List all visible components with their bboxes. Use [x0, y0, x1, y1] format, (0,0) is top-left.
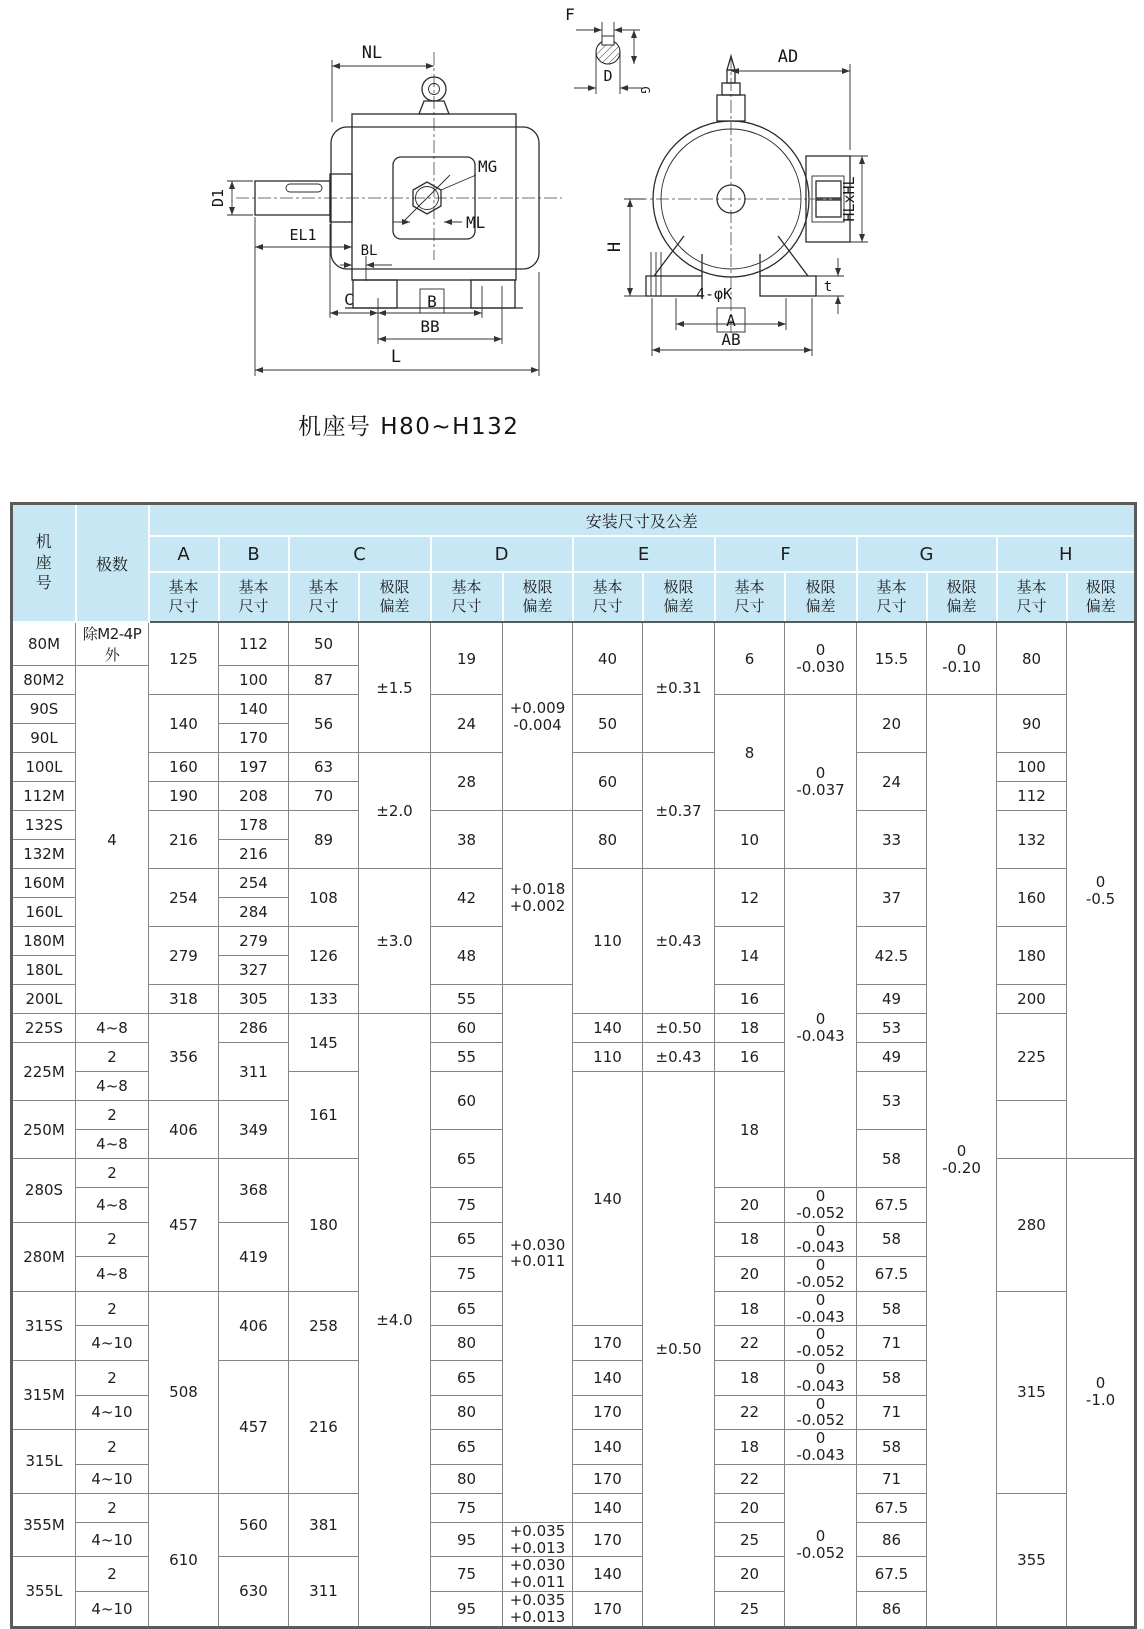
motor-side-view — [209, 43, 562, 376]
frame-cell: 355L — [12, 1557, 76, 1627]
frame-cell: 315M — [12, 1360, 76, 1429]
dim-value-cell: 0 -0.043 — [785, 1291, 857, 1326]
dim-value-cell: 311 — [289, 1557, 359, 1627]
dim-value-cell: 170 — [219, 724, 289, 753]
dim-value-cell: 90 — [997, 695, 1067, 753]
dim-label-a: A — [726, 311, 736, 330]
figure-caption: 机座号 H80~H132 — [298, 414, 520, 440]
dimension-table — [10, 502, 1137, 1629]
dim-label-d: D — [603, 67, 613, 85]
dim-value-cell: +0.035 +0.013 — [503, 1522, 573, 1557]
dim-value-cell: 95 — [431, 1591, 503, 1627]
dim-value-cell: 42 — [431, 869, 503, 927]
dim-value-cell: 225 — [997, 1014, 1067, 1101]
poles-cell: 4~8 — [76, 1130, 149, 1159]
dim-value-cell: 16 — [715, 1043, 785, 1072]
poles-cell: 2 — [76, 1430, 149, 1465]
dim-value-cell: 0 -0.5 — [1067, 622, 1136, 1159]
poles-cell: 2 — [76, 1159, 149, 1188]
dim-value-cell: 180 — [289, 1159, 359, 1292]
dim-value-cell: 140 — [573, 1072, 643, 1326]
dim-value-cell: 19 — [431, 622, 503, 695]
dim-value-cell: 457 — [219, 1360, 289, 1493]
dim-value-cell: 18 — [715, 1014, 785, 1043]
dim-value-cell: 89 — [289, 811, 359, 869]
frame-cell: 160M — [12, 869, 76, 898]
dim-value-cell: 368 — [219, 1159, 289, 1223]
frame-cell: 90S — [12, 695, 76, 724]
dim-value-cell: 140 — [573, 1493, 643, 1522]
frame-cell: 225S — [12, 1014, 76, 1043]
dim-value-cell: 349 — [219, 1101, 289, 1159]
header-poles: 极数 — [76, 504, 149, 623]
dim-value-cell: 70 — [289, 782, 359, 811]
dim-value-cell: 0 -0.052 — [785, 1464, 857, 1627]
header-group-c: C — [289, 536, 431, 572]
dim-value-cell: 140 — [573, 1014, 643, 1043]
dim-value-cell: 280 — [997, 1159, 1067, 1292]
dim-value-cell: 48 — [431, 927, 503, 985]
header-frame: 机座号 — [12, 504, 76, 623]
header-tol: 极限偏差 — [785, 572, 857, 622]
dim-label-l: L — [390, 347, 402, 367]
dim-value-cell: 22 — [715, 1464, 785, 1493]
dim-value-cell: 56 — [289, 695, 359, 753]
dim-value-cell: ±0.37 — [643, 753, 715, 869]
table-row — [12, 622, 1136, 666]
dim-value-cell: 200 — [997, 985, 1067, 1014]
dim-value-cell: 254 — [149, 869, 219, 927]
dim-value-cell: 22 — [715, 1395, 785, 1430]
dim-value-cell: 12 — [715, 869, 785, 927]
dim-value-cell: 75 — [431, 1557, 503, 1592]
dim-value-cell: 75 — [431, 1257, 503, 1292]
frame-cell: 180L — [12, 956, 76, 985]
dim-value-cell: 108 — [289, 869, 359, 927]
dim-value-cell: 65 — [431, 1222, 503, 1257]
dim-value-cell: 58 — [857, 1222, 927, 1257]
dim-value-cell: 20 — [715, 1257, 785, 1292]
dim-value-cell: ±0.50 — [643, 1072, 715, 1628]
dim-value-cell: 20 — [715, 1493, 785, 1522]
poles-cell: 2 — [76, 1222, 149, 1257]
dim-value-cell: 75 — [431, 1188, 503, 1223]
dim-value-cell: 406 — [219, 1291, 289, 1360]
dim-value-cell: 80 — [573, 811, 643, 869]
dim-value-cell: 60 — [431, 1072, 503, 1130]
header-basic: 基本尺寸 — [289, 572, 359, 622]
dim-label-ab: AB — [721, 330, 741, 349]
header-tol: 极限偏差 — [927, 572, 997, 622]
dim-value-cell: 53 — [857, 1072, 927, 1130]
dim-value-cell: ±0.43 — [643, 1043, 715, 1072]
dim-value-cell: 86 — [857, 1522, 927, 1557]
dim-value-cell: 65 — [431, 1360, 503, 1395]
dim-value-cell: 170 — [573, 1591, 643, 1627]
poles-cell: 4 — [76, 666, 149, 1014]
poles-cell: 4~10 — [76, 1326, 149, 1361]
dim-value-cell: 58 — [857, 1130, 927, 1188]
header-banner: 安装尺寸及公差 — [149, 504, 1136, 537]
dim-value-cell: 0 -0.052 — [785, 1326, 857, 1361]
dim-value-cell: 0 -0.043 — [785, 1222, 857, 1257]
dim-value-cell: ±4.0 — [359, 1014, 431, 1628]
dim-value-cell: 15.5 — [857, 622, 927, 695]
dim-value-cell: 110 — [573, 1043, 643, 1072]
poles-cell: 4~8 — [76, 1014, 149, 1043]
dim-value-cell: 110 — [573, 869, 643, 1014]
frame-cell: 250M — [12, 1101, 76, 1159]
dim-value-cell: 50 — [289, 622, 359, 666]
dim-value-cell: +0.030 +0.011 — [503, 985, 573, 1523]
dim-value-cell: 284 — [219, 898, 289, 927]
dim-value-cell: 0 -1.0 — [1067, 1159, 1136, 1628]
poles-cell: 2 — [76, 1360, 149, 1395]
dim-value-cell: 50 — [573, 695, 643, 753]
header-basic: 基本尺寸 — [219, 572, 289, 622]
header-basic: 基本尺寸 — [431, 572, 503, 622]
frame-cell: 355M — [12, 1493, 76, 1557]
header-tol: 极限偏差 — [643, 572, 715, 622]
dim-value-cell: 65 — [431, 1430, 503, 1465]
frame-cell: 160L — [12, 898, 76, 927]
dim-value-cell: 132 — [997, 811, 1067, 869]
dim-value-cell: 33 — [857, 811, 927, 869]
header-basic: 基本尺寸 — [715, 572, 785, 622]
dim-value-cell: 67.5 — [857, 1188, 927, 1223]
frame-cell: 112M — [12, 782, 76, 811]
dim-value-cell: 560 — [219, 1493, 289, 1557]
dim-value-cell: 49 — [857, 1043, 927, 1072]
dim-value-cell: 18 — [715, 1222, 785, 1257]
poles-cell: 4~10 — [76, 1591, 149, 1627]
dim-value-cell: 58 — [857, 1430, 927, 1465]
dim-value-cell: 71 — [857, 1326, 927, 1361]
dim-value-cell: 80 — [431, 1395, 503, 1430]
dim-value-cell: 381 — [289, 1493, 359, 1557]
dim-value-cell: 208 — [219, 782, 289, 811]
dim-value-cell: 180 — [997, 927, 1067, 985]
frame-cell: 225M — [12, 1043, 76, 1101]
dim-value-cell: 28 — [431, 753, 503, 811]
dim-value-cell: 86 — [857, 1591, 927, 1627]
dim-value-cell: 24 — [431, 695, 503, 753]
dim-value-cell: 140 — [219, 695, 289, 724]
dim-value-cell: 170 — [573, 1395, 643, 1430]
dim-value-cell: 63 — [289, 753, 359, 782]
table-header — [12, 504, 1136, 623]
dim-label-g: G — [638, 86, 652, 94]
dim-value-cell: 170 — [573, 1326, 643, 1361]
dim-label-ad: AD — [777, 47, 799, 67]
dim-value-cell: 170 — [573, 1522, 643, 1557]
dim-value-cell: ±0.50 — [643, 1014, 715, 1043]
dim-label-f: F — [565, 5, 575, 24]
frame-cell: 200L — [12, 985, 76, 1014]
header-group-b: B — [219, 536, 289, 572]
poles-cell: 除M2-4P外 — [76, 622, 149, 666]
dim-label-ml: ML — [466, 213, 486, 232]
dim-value-cell: 125 — [149, 622, 219, 695]
dim-value-cell: 0 -0.052 — [785, 1257, 857, 1292]
dim-value-cell: 18 — [715, 1430, 785, 1465]
dim-value-cell: 65 — [431, 1291, 503, 1326]
dim-value-cell: ±2.0 — [359, 753, 431, 869]
table-body — [12, 622, 1136, 1627]
dim-value-cell: 16 — [715, 985, 785, 1014]
dim-value-cell: 305 — [219, 985, 289, 1014]
dim-value-cell: 18 — [715, 1360, 785, 1395]
dim-value-cell: 610 — [149, 1493, 219, 1627]
dim-value-cell: 65 — [431, 1130, 503, 1188]
dim-value-cell: +0.009 -0.004 — [503, 622, 573, 811]
dim-label-mg: MG — [478, 157, 498, 176]
poles-cell: 4~8 — [76, 1188, 149, 1223]
header-group-h: H — [997, 536, 1136, 572]
dim-value-cell: 20 — [715, 1557, 785, 1592]
poles-cell: 2 — [76, 1291, 149, 1326]
dim-value-cell: 318 — [149, 985, 219, 1014]
header-group-f: F — [715, 536, 857, 572]
dim-label-d1: D1 — [209, 188, 227, 208]
dim-value-cell: 55 — [431, 985, 503, 1014]
dim-label-hlxhl: HLxHL — [840, 176, 858, 222]
dim-value-cell: 457 — [149, 1159, 219, 1292]
frame-cell: 315S — [12, 1291, 76, 1360]
dim-value-cell: 67.5 — [857, 1257, 927, 1292]
dim-value-cell: 25 — [715, 1522, 785, 1557]
dim-label-4-phi-k: 4-φK — [695, 285, 733, 303]
dim-value-cell: 216 — [149, 811, 219, 869]
dim-label-bl: BL — [360, 243, 378, 259]
dim-value-cell: 0 -0.20 — [927, 695, 997, 1628]
poles-cell: 4~10 — [76, 1464, 149, 1493]
dim-value-cell: 170 — [573, 1464, 643, 1493]
dim-value-cell: 0 -0.043 — [785, 1360, 857, 1395]
dim-value-cell: 71 — [857, 1395, 927, 1430]
dim-value-cell: 0 -0.037 — [785, 695, 857, 869]
dim-value-cell: 14 — [715, 927, 785, 985]
dim-value-cell: 49 — [857, 985, 927, 1014]
header-group-a: A — [149, 536, 219, 572]
dim-value-cell: 0 -0.052 — [785, 1395, 857, 1430]
dim-value-cell: 95 — [431, 1522, 503, 1557]
dim-label-b: B — [427, 292, 437, 311]
dim-value-cell: 20 — [857, 695, 927, 753]
dim-value-cell: 40 — [573, 622, 643, 695]
dim-value-cell: 24 — [857, 753, 927, 811]
dim-value-cell: 190 — [149, 782, 219, 811]
dim-value-cell: 508 — [149, 1291, 219, 1493]
dim-value-cell: 0 -0.10 — [927, 622, 997, 695]
shaft-section-detail — [565, 5, 652, 94]
dim-value-cell: 0 -0.030 — [785, 622, 857, 695]
frame-cell: 100L — [12, 753, 76, 782]
dim-value-cell: 355 — [997, 1493, 1067, 1627]
dim-value-cell: 311 — [219, 1043, 289, 1101]
frame-cell: 132S — [12, 811, 76, 840]
frame-cell: 90L — [12, 724, 76, 753]
dim-value-cell: 406 — [149, 1101, 219, 1159]
dim-label-c: C — [344, 290, 354, 309]
dim-value-cell: 419 — [219, 1222, 289, 1291]
dim-value-cell: 140 — [573, 1430, 643, 1465]
dim-value-cell: 160 — [149, 753, 219, 782]
dim-value-cell: 67.5 — [857, 1493, 927, 1522]
frame-cell: 315L — [12, 1430, 76, 1494]
table-row — [12, 695, 1136, 724]
frame-cell: 132M — [12, 840, 76, 869]
dim-value-cell: 100 — [997, 753, 1067, 782]
dim-value-cell: 216 — [219, 840, 289, 869]
dim-value-cell: 100 — [219, 666, 289, 695]
dim-value-cell: 42.5 — [857, 927, 927, 985]
dim-label-t: t — [823, 279, 833, 295]
poles-cell: 4~8 — [76, 1257, 149, 1292]
dim-value-cell: 140 — [149, 695, 219, 753]
dim-value-cell: 20 — [715, 1188, 785, 1223]
dim-value-cell: ±0.31 — [643, 622, 715, 753]
dim-value-cell: 258 — [289, 1291, 359, 1360]
dim-value-cell: 53 — [857, 1014, 927, 1043]
poles-cell: 2 — [76, 1493, 149, 1522]
dim-label-nl: NL — [361, 43, 383, 63]
header-tol: 极限偏差 — [1067, 572, 1136, 622]
poles-cell: 4~10 — [76, 1395, 149, 1430]
dim-label-h: H — [605, 241, 625, 253]
dim-value-cell: 58 — [857, 1360, 927, 1395]
dim-value-cell: +0.018 +0.002 — [503, 811, 573, 985]
dim-value-cell: 8 — [715, 695, 785, 811]
dim-value-cell: ±3.0 — [359, 869, 431, 1014]
dim-value-cell: 327 — [219, 956, 289, 985]
dim-value-cell: 160 — [997, 869, 1067, 927]
dim-value-cell: ±0.43 — [643, 869, 715, 1014]
dim-value-cell: 25 — [715, 1591, 785, 1627]
dim-value-cell: 0 -0.043 — [785, 1430, 857, 1465]
dim-value-cell: 356 — [149, 1014, 219, 1101]
header-basic: 基本尺寸 — [997, 572, 1067, 622]
dim-label-el1: EL1 — [289, 226, 317, 244]
dim-value-cell: 22 — [715, 1326, 785, 1361]
keyway-slot — [286, 184, 322, 192]
dim-value-cell: 60 — [431, 1014, 503, 1043]
dim-value-cell: 18 — [715, 1291, 785, 1326]
header-group-e: E — [573, 536, 715, 572]
dim-value-cell: 55 — [431, 1043, 503, 1072]
dim-value-cell: 112 — [997, 782, 1067, 811]
dim-value-cell: 80 — [431, 1464, 503, 1493]
dim-value-cell: 0 -0.052 — [785, 1188, 857, 1223]
frame-cell: 80M2 — [12, 666, 76, 695]
dim-value-cell: 80 — [997, 622, 1067, 695]
dim-value-cell: 67.5 — [857, 1557, 927, 1592]
header-tol: 极限偏差 — [359, 572, 431, 622]
dim-value-cell: 161 — [289, 1072, 359, 1159]
header-basic: 基本尺寸 — [857, 572, 927, 622]
header-tol: 极限偏差 — [503, 572, 573, 622]
header-group-d: D — [431, 536, 573, 572]
dim-value-cell: 279 — [219, 927, 289, 956]
frame-cell: 180M — [12, 927, 76, 956]
dim-value-cell: 80 — [431, 1326, 503, 1361]
dim-value-cell: 126 — [289, 927, 359, 985]
dim-value-cell: 197 — [219, 753, 289, 782]
dim-value-cell: 71 — [857, 1464, 927, 1493]
dim-value-cell: 140 — [573, 1557, 643, 1592]
header-basic: 基本尺寸 — [149, 572, 219, 622]
dim-value-cell: 630 — [219, 1557, 289, 1627]
dim-value-cell: 315 — [997, 1291, 1067, 1493]
poles-cell: 2 — [76, 1043, 149, 1072]
dim-value-cell: 145 — [289, 1014, 359, 1072]
dim-value-cell: +0.030 +0.011 — [503, 1557, 573, 1592]
dim-label-bb: BB — [420, 317, 440, 336]
dim-value-cell: 75 — [431, 1493, 503, 1522]
dim-value-cell: 10 — [715, 811, 785, 869]
header-group-g: G — [857, 536, 997, 572]
poles-cell: 2 — [76, 1101, 149, 1130]
dim-value-cell: 38 — [431, 811, 503, 869]
poles-cell: 4~10 — [76, 1522, 149, 1557]
dim-value-cell: 254 — [219, 869, 289, 898]
dim-value-cell: 37 — [857, 869, 927, 927]
frame-cell: 280S — [12, 1159, 76, 1223]
dim-value-cell: 58 — [857, 1291, 927, 1326]
dim-value-cell: 286 — [219, 1014, 289, 1043]
dim-value-cell: 140 — [573, 1360, 643, 1395]
dim-value-cell: 112 — [219, 622, 289, 666]
dim-value-cell: 60 — [573, 753, 643, 811]
dim-value-cell: +0.035 +0.013 — [503, 1591, 573, 1627]
dim-value-cell: 0 -0.043 — [785, 869, 857, 1188]
dim-value-cell: 178 — [219, 811, 289, 840]
dim-value-cell: 18 — [715, 1072, 785, 1188]
dim-value-cell: ±1.5 — [359, 622, 431, 753]
poles-cell: 2 — [76, 1557, 149, 1592]
dim-value-cell: 87 — [289, 666, 359, 695]
dimension-drawings — [0, 0, 1144, 470]
dim-value-cell: 133 — [289, 985, 359, 1014]
dim-value-cell: 279 — [149, 927, 219, 985]
poles-cell: 4~8 — [76, 1072, 149, 1101]
header-basic: 基本尺寸 — [573, 572, 643, 622]
frame-cell: 280M — [12, 1222, 76, 1291]
frame-cell: 80M — [12, 622, 76, 666]
dim-value-cell: 6 — [715, 622, 785, 695]
dim-value-cell: 216 — [289, 1360, 359, 1493]
